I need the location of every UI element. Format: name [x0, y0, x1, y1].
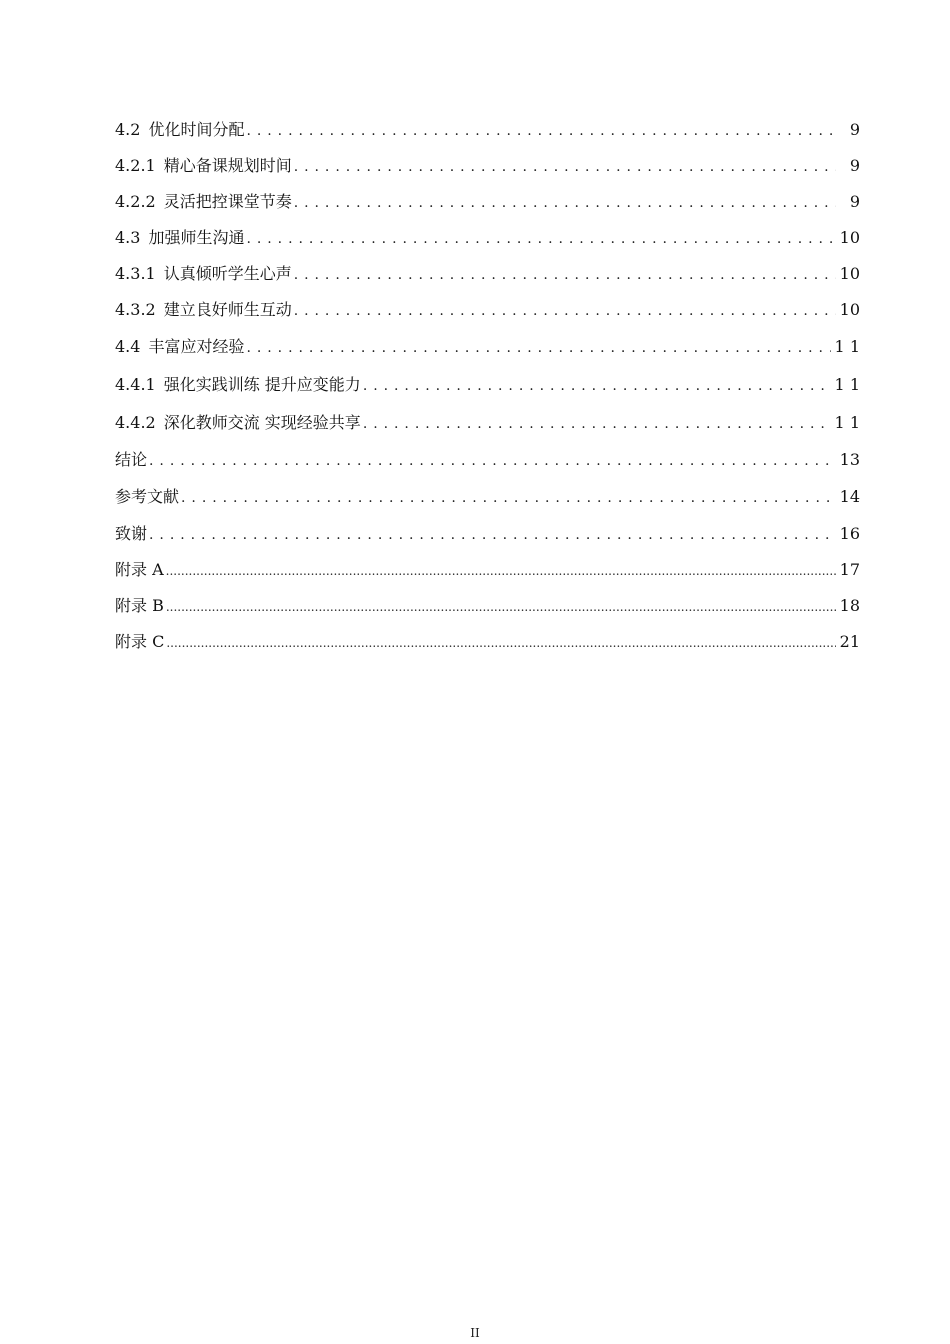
toc-entry-4-2-2[interactable]: [115, 184, 860, 220]
toc-entry-page: 10: [839, 228, 860, 247]
toc-entry-4-2[interactable]: [115, 112, 860, 148]
toc-entry-title: 参考文献: [115, 487, 180, 506]
toc-entry-number: 4.4.1: [115, 375, 156, 394]
toc-entry-title: 灵活把控课堂节奏: [163, 192, 292, 211]
toc-dot-leader: [294, 293, 836, 329]
toc-dot-leader: [294, 257, 836, 293]
toc-entry-appendix-b[interactable]: [115, 588, 860, 624]
toc-entry-page: 16: [839, 524, 860, 543]
page-footer-number: II: [470, 1326, 480, 1340]
toc-entry-title: 结论: [115, 450, 148, 469]
toc-dot-leader: [149, 517, 836, 553]
toc-entry-conclusion[interactable]: [115, 442, 860, 478]
toc-entry-title: 精心备课规划时间: [163, 156, 292, 175]
toc-entry-page: 13: [839, 450, 860, 469]
toc-entry-page: 1 1: [834, 337, 860, 356]
toc-entry-page: 1 1: [834, 375, 860, 394]
toc-entry-number: 4.4.2: [115, 413, 156, 432]
toc-entry-page: 10: [839, 264, 860, 283]
toc-entry-number: 4.2.2: [115, 192, 156, 211]
toc-entry-4-4-2[interactable]: [115, 404, 860, 442]
toc-entry-page: 1 1: [834, 413, 860, 432]
toc-dot-leader: [181, 479, 836, 517]
toc-entry-page: 9: [849, 156, 860, 175]
toc-dot-leader: [363, 405, 831, 443]
toc-entry-references[interactable]: [115, 478, 860, 516]
toc-dot-leader: [166, 625, 835, 661]
toc-entry-4-2-1[interactable]: [115, 148, 860, 184]
toc-dot-leader: [149, 443, 836, 479]
toc-entry-acknowledgements[interactable]: [115, 516, 860, 552]
toc-entry-title: 强化实践训练 提升应变能力: [163, 375, 361, 394]
toc-entry-number: 4.3: [115, 228, 141, 247]
toc-entry-4-3[interactable]: [115, 220, 860, 256]
toc-entry-page: 18: [839, 596, 860, 615]
toc-dot-leader: [246, 113, 836, 149]
toc-entry-title: 建立良好师生互动: [163, 300, 292, 319]
toc-entry-4-3-1[interactable]: [115, 256, 860, 292]
toc-entry-appendix-c[interactable]: [115, 624, 860, 660]
toc-entry-page: 9: [849, 120, 860, 139]
toc-entry-title: 附录 A: [115, 560, 164, 579]
toc-entry-number: 4.3.2: [115, 300, 156, 319]
toc-entry-page: 10: [839, 300, 860, 319]
toc-entry-appendix-a[interactable]: [115, 552, 860, 588]
toc-entry-title: 优化时间分配: [148, 120, 245, 139]
toc-entry-title: 致谢: [115, 524, 148, 543]
toc-entry-page: 9: [849, 192, 860, 211]
toc-entry-4-4[interactable]: [115, 328, 860, 366]
toc-entry-title: 加强师生沟通: [148, 228, 245, 247]
toc-dot-leader: [166, 589, 836, 625]
toc-entry-title: 深化教师交流 实现经验共享: [163, 413, 361, 432]
toc-entry-4-3-2[interactable]: [115, 292, 860, 328]
toc-entry-number: 4.2: [115, 120, 141, 139]
toc-entry-title: 附录 B: [115, 596, 164, 615]
toc-dot-leader: [294, 149, 836, 185]
toc-dot-leader: [246, 221, 835, 257]
toc-entry-title: 附录 C: [115, 632, 165, 651]
table-of-contents: [115, 112, 860, 660]
toc-entry-page: 14: [839, 487, 860, 506]
toc-entry-page: 17: [839, 560, 860, 579]
toc-dot-leader: [294, 185, 836, 221]
toc-entry-number: 4.3.1: [115, 264, 156, 283]
toc-entry-number: 4.2.1: [115, 156, 156, 175]
toc-entry-4-4-1[interactable]: [115, 366, 860, 404]
toc-dot-leader: [166, 553, 836, 589]
toc-entry-title: 认真倾听学生心声: [163, 264, 292, 283]
toc-entry-number: 4.4: [115, 337, 141, 356]
toc-dot-leader: [363, 367, 831, 405]
toc-entry-page: 21: [839, 632, 860, 651]
toc-entry-title: 丰富应对经验: [148, 337, 245, 356]
toc-dot-leader: [246, 329, 830, 367]
